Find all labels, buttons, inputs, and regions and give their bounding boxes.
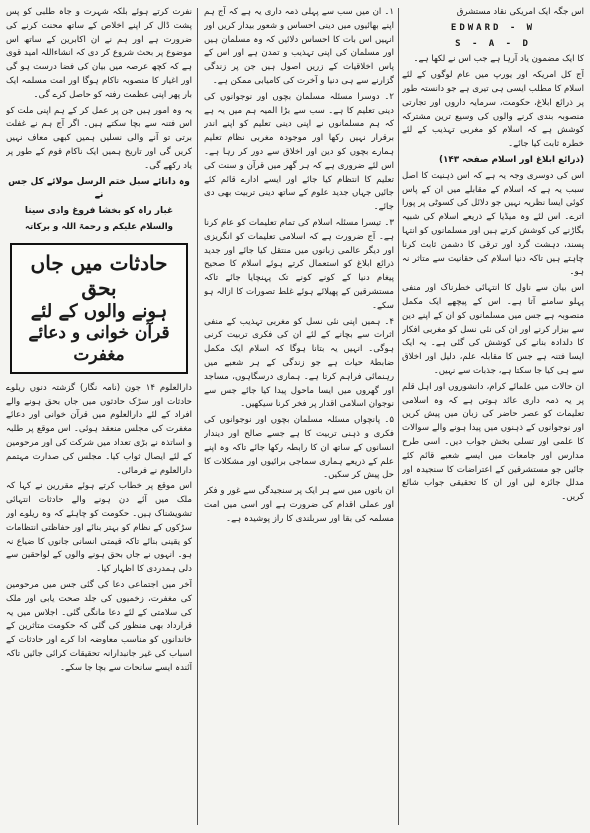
column-middle	[204, 6, 394, 827]
paragraph: ان حالات میں علمائے کرام، دانشوروں اور اہل قلم پر یہ ذمہ داری عائد ہوتی ہے کہ وہ اسلامی تعلیمات کو عصر حاضر کی زبان میں پیش کریں اور نوجوانوں کے ذہنوں میں پیدا ہونے والے سوالات کا علمی اور تسلی بخش جواب دیں۔ اسی طرح مدارس اور جامعات میں ایسے شعبے قائم کئے جائیں جو مستشرقین کے اعتراضات کا سنجیدہ اور مدلل جائزہ لیں اور ان کا تحقیقی جواب شائع کریں۔	[402, 381, 584, 503]
author-name-latin-2: S - A - D	[455, 38, 531, 49]
quote-paragraph: آج کل امریکہ اور یورپ میں عام لوگوں کے لئے اسلام کا مطلب ایسی ہی تیری ہے جو دانستہ طور پر ذرائع ابلاغ، حکومت، سرمایہ داروں اور تجارتی منصوبہ بندی کرنے والوں کی وسیع ترین مشترکہ کوشش ہے کہ اسلام کو مغربی تہذیب کے لئے خطرہ ثابت کیا جائے۔	[402, 70, 584, 150]
numbered-point-3: ۳۔ تیسرا مسئلہ اسلام کی تمام تعلیمات کو عام کرنا ہے۔ آج ضرورت ہے کہ اسلامی تعلیمات کو انگریزی اور دیگر عالمی زبانوں میں منتقل کیا جائے اور جدید ذرائع ابلاغ کو استعمال کرتے ہوئے اسلام کا صحیح پیغام دنیا کے کونے کونے تک پہنچایا جائے تاکہ مستشرقین کے پھیلائے ہوئے غلط تصورات کا ازالہ ہو سکے۔	[204, 217, 394, 311]
numbered-point-2: ۲۔ دوسرا مسئلہ مسلمان بچوں اور نوجوانوں کی دینی تعلیم کا ہے۔ سب سے بڑا المیہ ہم میں یہ ہے کہ ہم مسلمانوں نے اپنی دینی تعلیم کو اپنے اندر برقرار نہیں رکھا اور موجودہ مغربی نظام تعلیم ہمارے بچوں کو دین اور اخلاق سے دور کر رہا ہے۔ اس لئے ضروری ہے کہ ہر گھر میں قرآن و سنت کی تعلیم کا انتظام کیا جائے اور ایسے ادارے قائم کئے جائیں جہاں جدید علوم کے ساتھ دینی تربیت بھی دی جائے۔	[204, 91, 394, 213]
column-right	[402, 6, 584, 827]
paragraph: یہ وہ امور ہیں جن پر عمل کر کے ہم اپنی ملت کو اس فتنہ سے بچا سکتے ہیں۔ اگر آج ہم نے غفلت برتی تو آنے والی نسلیں ہمیں کبھی معاف نہیں کریں گی اور تاریخ ہمیں ایک ناکام قوم کے طور پر یاد رکھے گی۔	[6, 105, 192, 171]
numbered-point-1: ۱۔ ان میں سب سے پہلی ذمہ داری یہ ہے کہ آج ہم اپنے بھائیوں میں دینی احساس و شعور بیدار کریں اور انہیں اس بات کا احساس دلائیں کہ وہ مسلمان ہیں اور مسلمان کی اپنی تہذیب و تمدن ہے اور اس کے پاس اخلاقیات کے زریں اصول ہیں جن پر زندگی گزارنے سے ہی دنیا و آخرت کی کامیابی ممکن ہے۔	[204, 7, 394, 86]
column-divider	[398, 8, 399, 825]
poem-line-2: غبار راہ کو بخشا فروغ وادی سینا	[24, 206, 174, 217]
news-headline-box	[10, 243, 188, 374]
paragraph: کا ایک مضمون یاد آرہا ہے جب اس نے لکھا ہے۔	[413, 54, 584, 65]
reference-citation: (ذرائع ابلاغ اور اسلام صفحہ ۱۴۳)	[438, 154, 584, 165]
numbered-point-4: ۴۔ ہمیں اپنی نئی نسل کو مغربی تہذیب کے منفی اثرات سے بچانے کے لئے ان کی فکری تربیت کرنی ہوگی۔ انہیں یہ بتانا ہوگا کہ اسلام ایک مکمل ضابطۂ حیات ہے جو زندگی کے ہر شعبے میں رہنمائی فراہم کرتا ہے۔ ہماری درسگاہوں، مساجد اور گھروں میں ایسا ماحول پیدا کیا جائے جس سے نوجوان اسلامی اقدار پر فخر کرنا سیکھیں۔	[204, 316, 394, 410]
headline-line-2: ہونے والوں کے لئے	[30, 300, 168, 322]
paragraph: اس بیان سے ناول کا انتہائی خطرناک اور منفی پہلو سامنے آتا ہے۔ اس کے پیچھے ایک مکمل منصوبہ ہے جس میں مسلمانوں کو ان کے اپنے دین سے بیزار کرنے اور ان کی نئی نسل کو مغربی افکار کا دلدادہ بنانے کی کوشش کی گئی ہے۔ یہ ایک ایسا فتنہ ہے جس کا مقابلہ علم، دلیل اور اخلاق سے ہی کیا جا سکتا ہے، جذبات سے نہیں۔	[402, 283, 584, 376]
news-paragraph: اس موقع پر خطاب کرتے ہوئے مقررین نے کہا کہ ملک میں آئے دن ہونے والے حادثات انتہائی تشویشناک ہیں۔ حکومت کو چاہئے کہ وہ ریلوے اور سڑکوں کے نظام کو بہتر بنائے اور حفاظتی انتظامات کو یقینی بنائے تاکہ قیمتی انسانی جانوں کا ضیاع نہ ہو۔ انہوں نے جاں بحق ہونے والوں کے لواحقین سے دلی ہمدردی کا اظہار کیا۔	[6, 481, 192, 575]
column-divider	[197, 8, 198, 825]
numbered-point-5: ۵۔ پانچواں مسئلہ مسلمان بچوں اور نوجوانوں کی فکری و ذہنی تربیت کا ہے جسے صالح اور دیندار انسانوں کے ساتھ ان کا رابطہ رکھا جائے تاکہ وہ اپنے علم کے ذریعے ہماری سماجی برائیوں اور مشکلات کا حل پیش کر سکیں۔	[204, 415, 394, 481]
paragraph: اس کی دوسری وجہ یہ ہے کہ اس ذہنیت کا اصل سبب یہ ہے کہ اسلام کے مقابلے میں ان کے پاس کوئی ایسا نظریہ نہیں جو دلائل کی کسوٹی پر پورا اترے۔ اس لئے وہ میڈیا کے ذریعے اسلام کی شبیہ بگاڑنے کی کوشش کرتے ہیں اور مسلمانوں کو انتہا پسند، دہشت گرد اور ترقی کا دشمن ثابت کرنا چاہتے ہیں تاکہ دنیا اسلام کی حقانیت سے متاثر نہ ہو۔	[402, 170, 584, 278]
headline-line-1: حادثات میں جاں بحق	[30, 250, 168, 300]
news-paragraph: آخر میں اجتماعی دعا کی گئی جس میں مرحومین کی مغفرت، زخمیوں کی جلد صحت یابی اور ملک کی سلامتی کے لئے دعا مانگی گئی۔ اجلاس میں یہ قرارداد بھی منظور کی گئی کہ حکومت متاثرین کے خاندانوں کو مناسب معاوضہ ادا کرے اور حادثات کے اسباب کی غیر جانبدارانہ تحقیقات کرائی جائیں تاکہ آئندہ ایسے سانحات سے بچا جا سکے۔	[6, 579, 192, 673]
paragraph: ان باتوں میں سے ہر ایک پر سنجیدگی سے غور و فکر اور عملی اقدام کی ضرورت ہے اور اسی میں امت مسلمہ کی بقا اور سربلندی کا راز پوشیدہ ہے۔	[204, 486, 394, 524]
poem-line-1: وہ دانائے سبل ختم الرسل مولائے کل جس نے	[8, 176, 190, 201]
intro-line: اس جگہ ایک امریکی نقاد مستشرق	[456, 7, 584, 17]
column-left	[6, 6, 192, 827]
headline-line-3: قرآن خوانی و دعائے مغفرت	[28, 323, 170, 365]
paragraph: نفرت کرتے ہوئے بلکہ شہرت و جاہ طلبی کو پس پشت ڈال کر اپنے اخلاص کے ساتھ محنت کرنے کی ضرورت ہے اور ہم نے ان اکابرین کے ساتھ اس موضوع پر بحث شروع کر دی کہ انشاءاللہ امید قوی ہے کہ کچھ عرصہ میں بیان کی فضا درست ہو گی اور اغیار کا منصوبہ ناکام ہوگا اور امت مسلمہ ایک بار پھر اپنی عظمت رفتہ کو حاصل کرے گی۔	[6, 7, 192, 100]
author-name-latin: EDWARD - W	[450, 22, 536, 33]
news-paragraph: دارالعلوم ۱۴ جون (نامہ نگار) گزشتہ دنوں ریلوے حادثات اور سڑک حادثوں میں جاں بحق ہونے والے افراد کے لئے دارالعلوم میں قرآن خوانی اور دعائے مغفرت کی مجلس منعقد ہوئی۔ اس موقع پر طلبہ و اساتذہ نے بڑی تعداد میں شرکت کی اور مرحومین کے لئے ایصال ثواب کیا۔ مجلس کی صدارت مہتمم دارالعلوم نے فرمائی۔	[6, 382, 192, 476]
closing-salutation: والسلام علیکم و رحمۃ اللہ و برکاتہ	[24, 221, 174, 232]
